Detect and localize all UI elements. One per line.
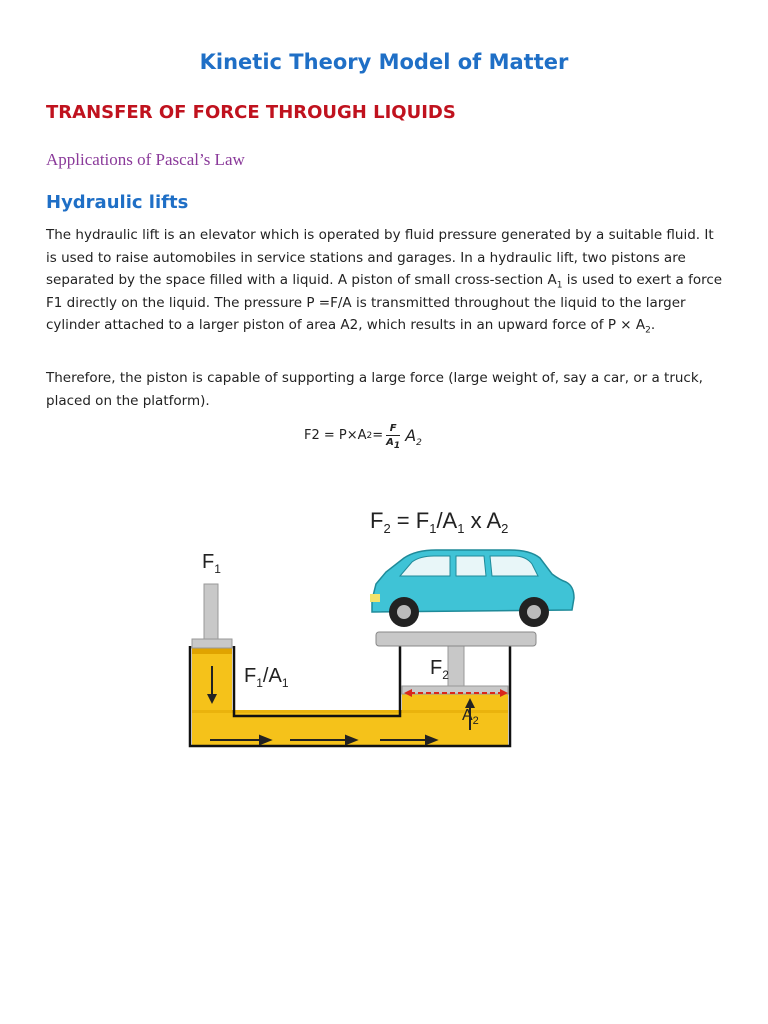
lift-platform [376,632,536,646]
fraction-bar [386,435,400,436]
label-f1: $F_1$ [202,551,221,576]
car-icon [370,550,574,627]
fraction-denominator [386,437,401,451]
rhs-symbol: A [405,426,417,445]
paragraph-text: is used to exert a force F1 directly on the liquid. The pressure P =F/A is transmitted throughout the liquid to the larger cylinder attached to a larger piston of area A2, which results in an upward force of P × A [46,272,723,334]
fraction [386,423,401,451]
paragraph-conclusion: Therefore, the piston is capable of supporting a large force (large weight of, say a car, or a truck, placed on the platform). [46,370,703,409]
small-piston-rod [204,584,218,640]
label-a2: $A_2$ [462,707,479,727]
subscript: 1 [393,441,401,451]
formula-lhs: F2 = P×A [304,428,367,443]
section-heading: TRANSFER OF FORCE THROUGH LIQUIDS [46,102,456,123]
small-piston-head [192,639,232,648]
large-piston-rod [448,646,464,686]
label-f2: $F_2$ [430,657,449,682]
formula-equals: = [372,428,384,443]
fraction-numerator: F [389,423,397,434]
page-title: Kinetic Theory Model of Matter [199,50,569,74]
label-f1-a1: $F_1/A_1$ [244,665,289,690]
hydraulic-lift-diagram [180,496,580,756]
subscript: 2 [416,438,422,449]
subscript: 2 [645,326,651,337]
topic-heading: Hydraulic lifts [46,192,189,213]
paragraph-hydraulic-lift [46,224,726,337]
diagram-formula: $F_2 = F_1/A_1$ x $A_2$ [370,508,509,536]
denominator-symbol: A [386,437,394,448]
paragraph-text: . [650,317,656,334]
subscript: 1 [556,280,563,291]
pressure-formula: F2 = P×A 2 = $\frac{F}{A_1}$ $A_2$ [304,423,422,451]
formula-rhs [405,426,422,449]
subheading: Applications of Pascal’s Law [46,150,245,169]
paragraph-text: The hydraulic lift is an elevator which is operated by fluid pressure generated by a suitable fluid. It is used to raise automobiles in service stations and garages. In a hydraulic lift, two pistons are separated by the space filled with a liquid. A piston of small cross-section A [46,227,714,289]
